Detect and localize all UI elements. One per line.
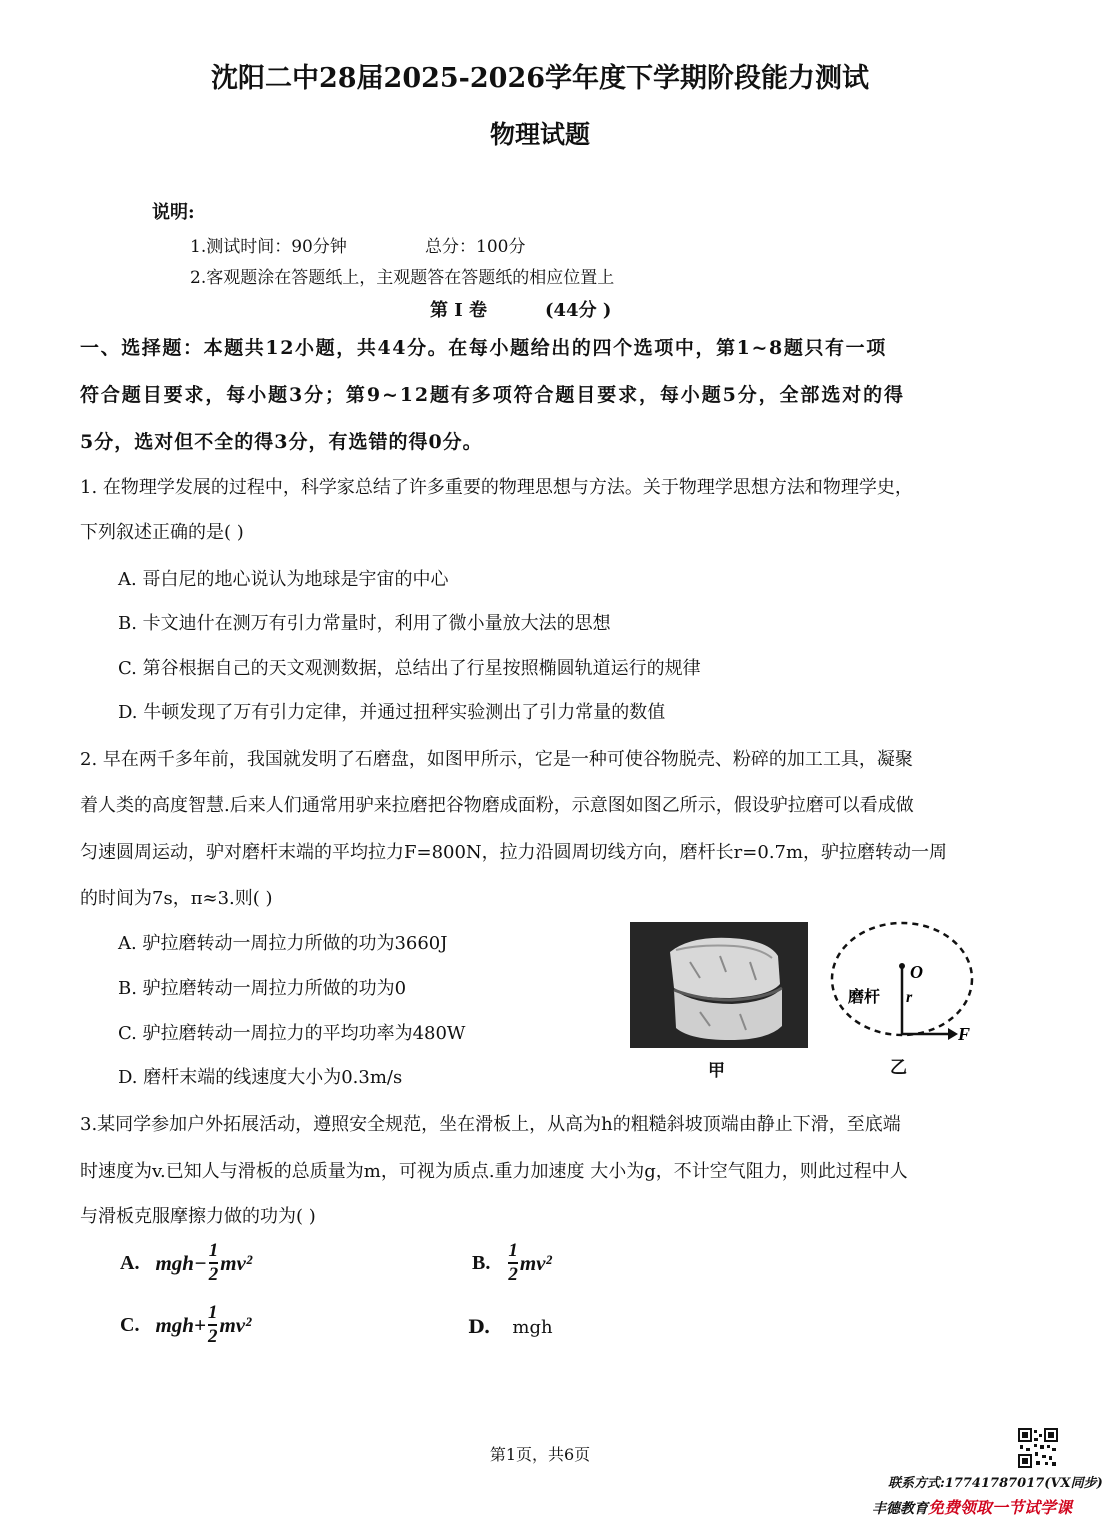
fraction-numerator: 1: [207, 1302, 218, 1323]
notes-label: 说明:: [152, 202, 195, 223]
qr-code-icon: [1018, 1428, 1058, 1468]
label-r: r: [906, 989, 913, 1006]
instructions-line-1: 一、选择题：本题共12小题，共44分。在每小题给出的四个选项中，第1~8题只有一项: [80, 337, 887, 359]
fraction-half: [208, 1302, 218, 1348]
q1-option-d: D. 牛顿发现了万有引力定律，并通过扭秤实验测出了引力常量的数值: [118, 702, 666, 723]
q2-stem-line-4: 的时间为7s，π≈3.则( ): [80, 888, 273, 909]
section-points: (44分 ): [545, 300, 612, 321]
q3-option-d-text: mgh: [512, 1316, 553, 1338]
fraction-half: [508, 1240, 518, 1286]
q3-option-c-mv2: mv²: [219, 1312, 252, 1337]
notes-time: 1.测试时间：90分钟: [190, 237, 347, 257]
q1-stem-line-1: 1. 在物理学发展的过程中，科学家总结了许多重要的物理思想与方法。关于物理学思想方法和物理学史，: [80, 477, 913, 498]
q3-option-d-letter: D.: [468, 1316, 491, 1338]
q3-option-d: [468, 1316, 553, 1338]
q3-option-a: [120, 1240, 252, 1286]
q2-stem-line-1: 2. 早在两千多年前，我国就发明了石磨盘，如图甲所示，它是一种可使谷物脱壳、粉碎的加工工具，凝聚: [80, 749, 913, 770]
fraction-numerator: 1: [508, 1240, 518, 1261]
exam-subtitle: 物理试题: [489, 120, 590, 149]
q2-option-c: C. 驴拉磨转动一周拉力的平均功率为480W: [118, 1023, 466, 1044]
q3-option-c-prefix: mgh+: [155, 1312, 206, 1337]
notes-score: 总分：100分: [425, 237, 526, 257]
q2-option-a: A. 驴拉磨转动一周拉力所做的功为3660J: [118, 933, 448, 954]
q3-option-c: [120, 1302, 251, 1348]
q2-stem-line-3: 匀速圆周运动，驴对磨杆末端的平均拉力F=800N，拉力沿圆周切线方向，磨杆长r=0.7m，驴拉磨转动一周: [80, 842, 948, 863]
q3-option-c-letter: C.: [120, 1313, 140, 1336]
label-f: F: [958, 1024, 971, 1044]
q1-option-a: A. 哥白尼的地心说认为地球是宇宙的中心: [118, 569, 449, 590]
figure-jia-label: 甲: [708, 1061, 725, 1081]
fraction-half: [209, 1240, 219, 1286]
q3-option-b-mv2: mv²: [519, 1250, 552, 1275]
q3-stem-line-1: 3.某同学参加户外拓展活动，遵照安全规范，坐在滑板上，从高为h的粗糙斜坡顶端由静止下滑，至底端: [80, 1114, 901, 1135]
fraction-denominator: 2: [208, 1264, 219, 1285]
promo-banner: [872, 1495, 1072, 1518]
instructions-line-2: 符合题目要求，每小题3分；第9~12题有多项符合题目要求，每小题5分，全部选对的得: [80, 384, 905, 406]
q3-option-b-letter: B.: [472, 1251, 491, 1274]
millstone-image: [630, 922, 808, 1048]
section-title: 第 I 卷: [430, 300, 487, 321]
contact-info: 联系方式:17741787017(VX同步): [888, 1476, 1103, 1491]
fraction-numerator: 1: [208, 1240, 219, 1261]
label-o: O: [910, 962, 923, 982]
q1-option-b: B. 卡文迪什在测万有引力常量时，利用了微小量放大法的思想: [118, 613, 611, 634]
promo-brand: 丰德教育: [872, 1501, 928, 1517]
q3-stem-line-3: 与滑板克服摩擦力做的功为( ): [80, 1206, 316, 1227]
force-arrowhead: [948, 1028, 958, 1040]
q3-option-b: [472, 1240, 552, 1286]
promo-offer: 免费领取一节试学课: [928, 1498, 1073, 1517]
instructions-line-3: 5分，选对但不全的得3分，有选错的得0分。: [80, 431, 483, 453]
q3-option-a-letter: A.: [120, 1251, 140, 1274]
figure-yi-label: 乙: [890, 1058, 907, 1078]
exam-title: 沈阳二中28届2025-2026学年度下学期阶段能力测试: [210, 63, 870, 94]
fraction-denominator: 2: [508, 1264, 518, 1285]
q1-option-c: C. 第谷根据自己的天文观测数据，总结出了行星按照椭圆轨道运行的规律: [118, 658, 701, 679]
center-point: [899, 963, 905, 969]
fraction-denominator: 2: [207, 1326, 218, 1347]
label-rod: 磨杆: [848, 987, 881, 1006]
q2-option-b: B. 驴拉磨转动一周拉力所做的功为0: [118, 978, 407, 999]
q2-option-d: D. 磨杆末端的线速度大小为0.3m/s: [118, 1067, 403, 1088]
q3-stem-line-2: 时速度为v.已知人与滑板的总质量为m，可视为质点.重力加速度 大小为g，不计空气阻力，则此过程中人: [80, 1161, 908, 1182]
q3-option-a-mv2: mv²: [220, 1250, 253, 1275]
millstone-photo: [630, 922, 808, 1048]
notes-answer-rule: 2.客观题涂在答题纸上，主观题答在答题纸的相应位置上: [190, 268, 615, 288]
q2-stem-line-2: 着人类的高度智慧.后来人们通常用驴来拉磨把谷物磨成面粉，示意图如图乙所示，假设驴拉磨可以看成做: [80, 795, 914, 816]
q1-stem-line-2: 下列叙述正确的是( ): [80, 522, 244, 543]
mill-schematic: [820, 920, 980, 1050]
q3-option-a-prefix: mgh−: [155, 1250, 207, 1275]
page-number: 第1页，共6页: [489, 1445, 591, 1464]
